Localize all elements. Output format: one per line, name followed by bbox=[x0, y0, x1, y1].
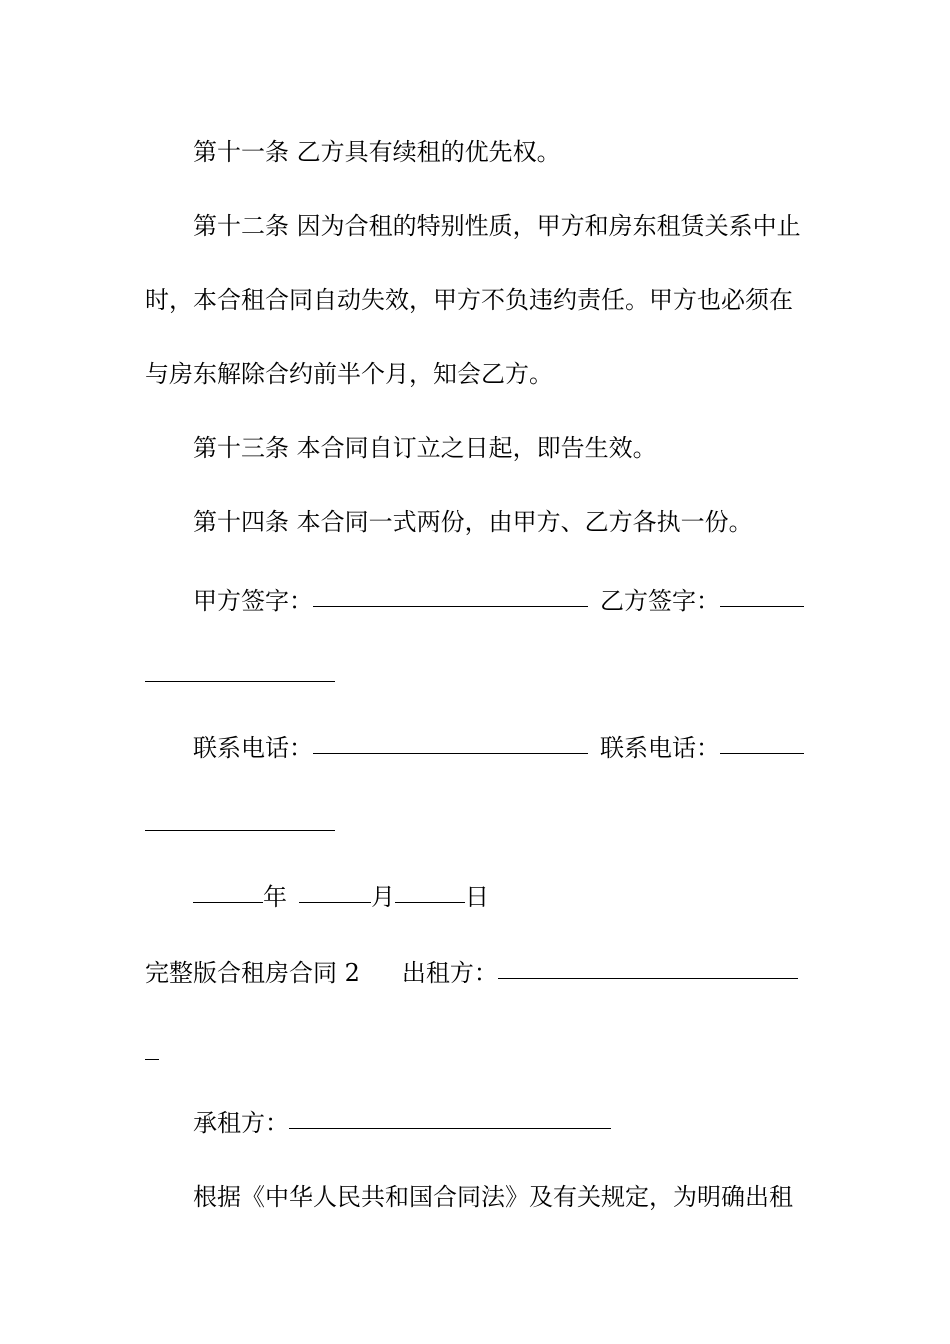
party-b-phone-label: 联系电话： bbox=[600, 734, 720, 762]
party-a-phone-field[interactable] bbox=[313, 752, 588, 754]
party-b-signature-label: 乙方签字： bbox=[600, 587, 720, 615]
article-14: 第十四条 本合同一式两份，由甲方、乙方各执一份。 bbox=[193, 508, 753, 536]
lessee-label: 承租方： bbox=[193, 1109, 289, 1137]
party-b-signature-field-continued[interactable] bbox=[145, 680, 335, 682]
month-label: 月 bbox=[371, 883, 395, 911]
day-field[interactable] bbox=[395, 901, 465, 903]
party-b-phone-field-continued[interactable] bbox=[145, 829, 335, 831]
month-field[interactable] bbox=[299, 901, 371, 903]
lessee-field[interactable] bbox=[289, 1127, 611, 1129]
party-a-signature-label: 甲方签字： bbox=[193, 587, 313, 615]
year-field[interactable] bbox=[193, 901, 263, 903]
contract-2-header-row bbox=[145, 958, 810, 988]
article-12-line-3: 与房东解除合约前半个月，知会乙方。 bbox=[145, 360, 553, 388]
article-12-line-2: 时，本合租合同自动失效，甲方不负违约责任。甲方也必须在 bbox=[145, 286, 793, 314]
phone-row bbox=[193, 733, 810, 763]
party-b-signature-field[interactable] bbox=[720, 605, 804, 607]
article-13: 第十三条 本合同自订立之日起，即告生效。 bbox=[193, 434, 657, 462]
lessor-field-continued[interactable] bbox=[145, 1058, 159, 1060]
article-12-line-1: 第十二条 因为合租的特别性质，甲方和房东租赁关系中止 bbox=[193, 212, 801, 240]
day-label: 日 bbox=[465, 883, 489, 911]
lessor-field[interactable] bbox=[498, 977, 798, 979]
article-11: 第十一条 乙方具有续租的优先权。 bbox=[193, 138, 561, 166]
year-label: 年 bbox=[263, 883, 287, 911]
lessor-label: 出租方： bbox=[401, 959, 498, 987]
party-a-phone-label: 联系电话： bbox=[193, 734, 313, 762]
party-a-signature-field[interactable] bbox=[313, 605, 588, 607]
party-b-phone-field[interactable] bbox=[720, 752, 804, 754]
date-row bbox=[193, 882, 810, 912]
signature-row bbox=[193, 586, 810, 616]
lessee-row bbox=[193, 1108, 810, 1138]
contract-2-preamble: 根据《中华人民共和国合同法》及有关规定，为明确出租 bbox=[193, 1183, 793, 1211]
contract-2-title: 完整版合租房合同 2 bbox=[145, 959, 360, 987]
